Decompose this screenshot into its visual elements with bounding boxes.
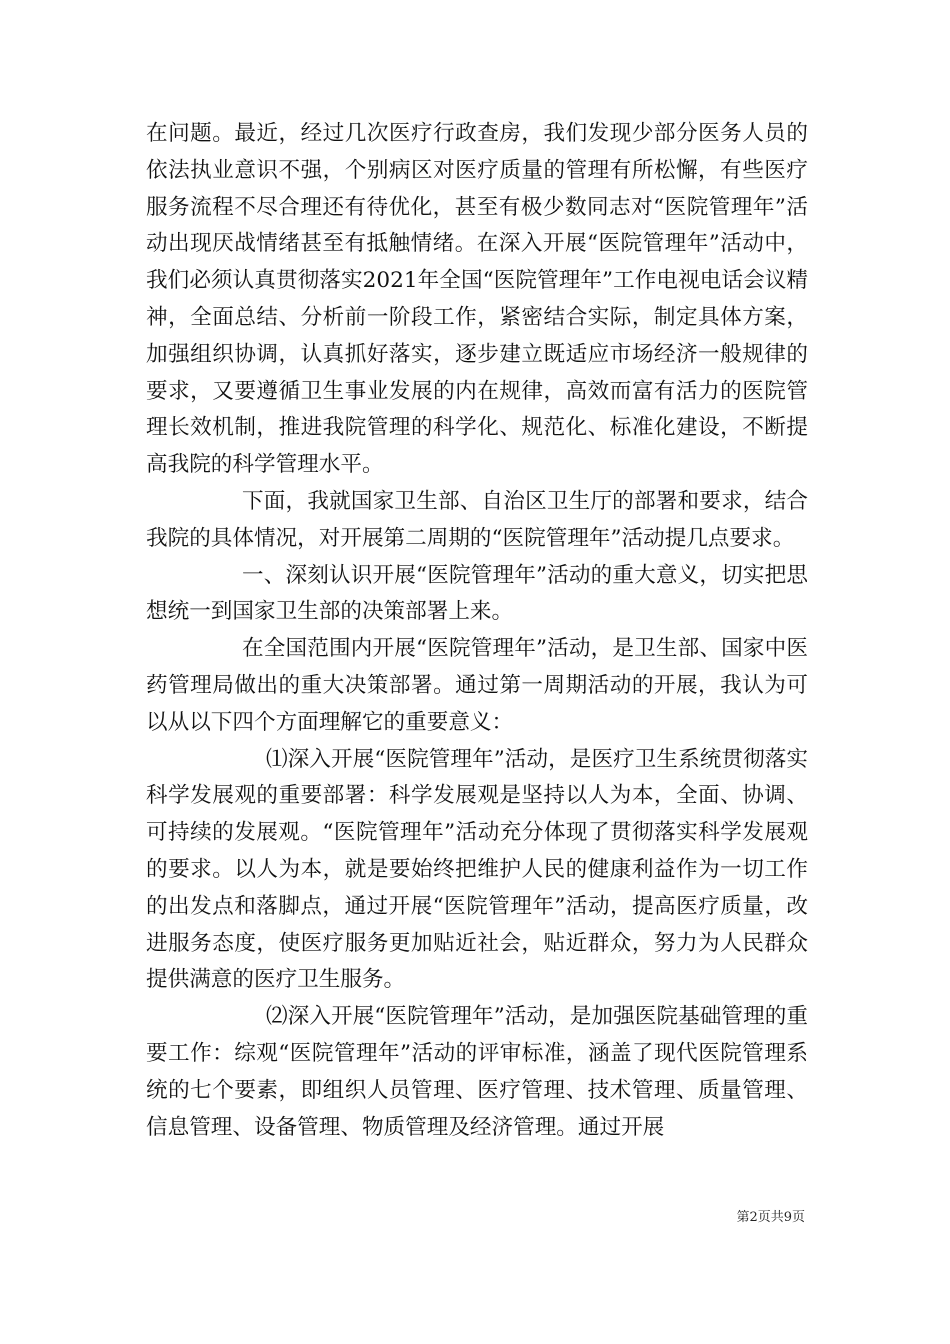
paragraph-2: 下面，我就国家卫生部、自治区卫生厅的部署和要求，结合我院的具体情况，对开展第二周期的“医院管理年”活动提几点要求。 (146, 488, 808, 551)
page-number-footer: 第2页共9页 (736, 1210, 805, 1225)
document-body (146, 116, 808, 1146)
paragraph-1: 在问题。最近，经过几次医疗行政查房，我们发现少部分医务人员的依法执业意识不强，个别病区对医疗质量的管理有所松懈，有些医疗服务流程不尽合理还有待优化，甚至有极少数同志对“医院管理年”活动出现厌战情绪甚至有抵触情绪。在深入开展“医院管理年”活动中，我们必须认真贯彻落实2021年全国“医院管理年”工作电视电话会议精神，全面总结、分析前一阶段工作，紧密结合实际，制定具体方案，加强组织协调，认真抓好落实，逐步建立既适应市场经济一般规律的要求，又要遵循卫生事业发展的内在规律，高效而富有活力的医院管理长效机制，推进我院管理的科学化、规范化、标准化建设，不断提高我院的科学管理水平。 (146, 121, 808, 478)
list-item-1: ⑴深入开展“医院管理年”活动，是医疗卫生系统贯彻落实科学发展观的重要部署：科学发展观是坚持以人为本，全面、协调、可持续的发展观。“医院管理年”活动充分体现了贯彻落实科学发展观的要求。以人为本，就是要始终把维护人民的健康利益作为一切工作的出发点和落脚点，通过开展“医院管理年”活动，提高医疗质量，改进服务态度，使医疗服务更加贴近社会，贴近群众，努力为人民群众提供满意的医疗卫生服务。 (146, 746, 808, 993)
list-item-2: ⑵深入开展“医院管理年”活动，是加强医院基础管理的重要工作：综观“医院管理年”活动的评审标准，涵盖了现代医院管理系统的七个要素，即组织人员管理、医疗管理、技术管理、质量管理、信息管理、设备管理、物质管理及经济管理。通过开展 (146, 1004, 808, 1140)
paragraph-3: 在全国范围内开展“医院管理年”活动，是卫生部、国家中医药管理局做出的重大决策部署。通过第一周期活动的开展，我认为可以从以下四个方面理解它的重要意义： (146, 636, 808, 735)
section-heading-1: 一、深刻认识开展“医院管理年”活动的重大意义，切实把思想统一到国家卫生部的决策部署上来。 (146, 562, 808, 625)
